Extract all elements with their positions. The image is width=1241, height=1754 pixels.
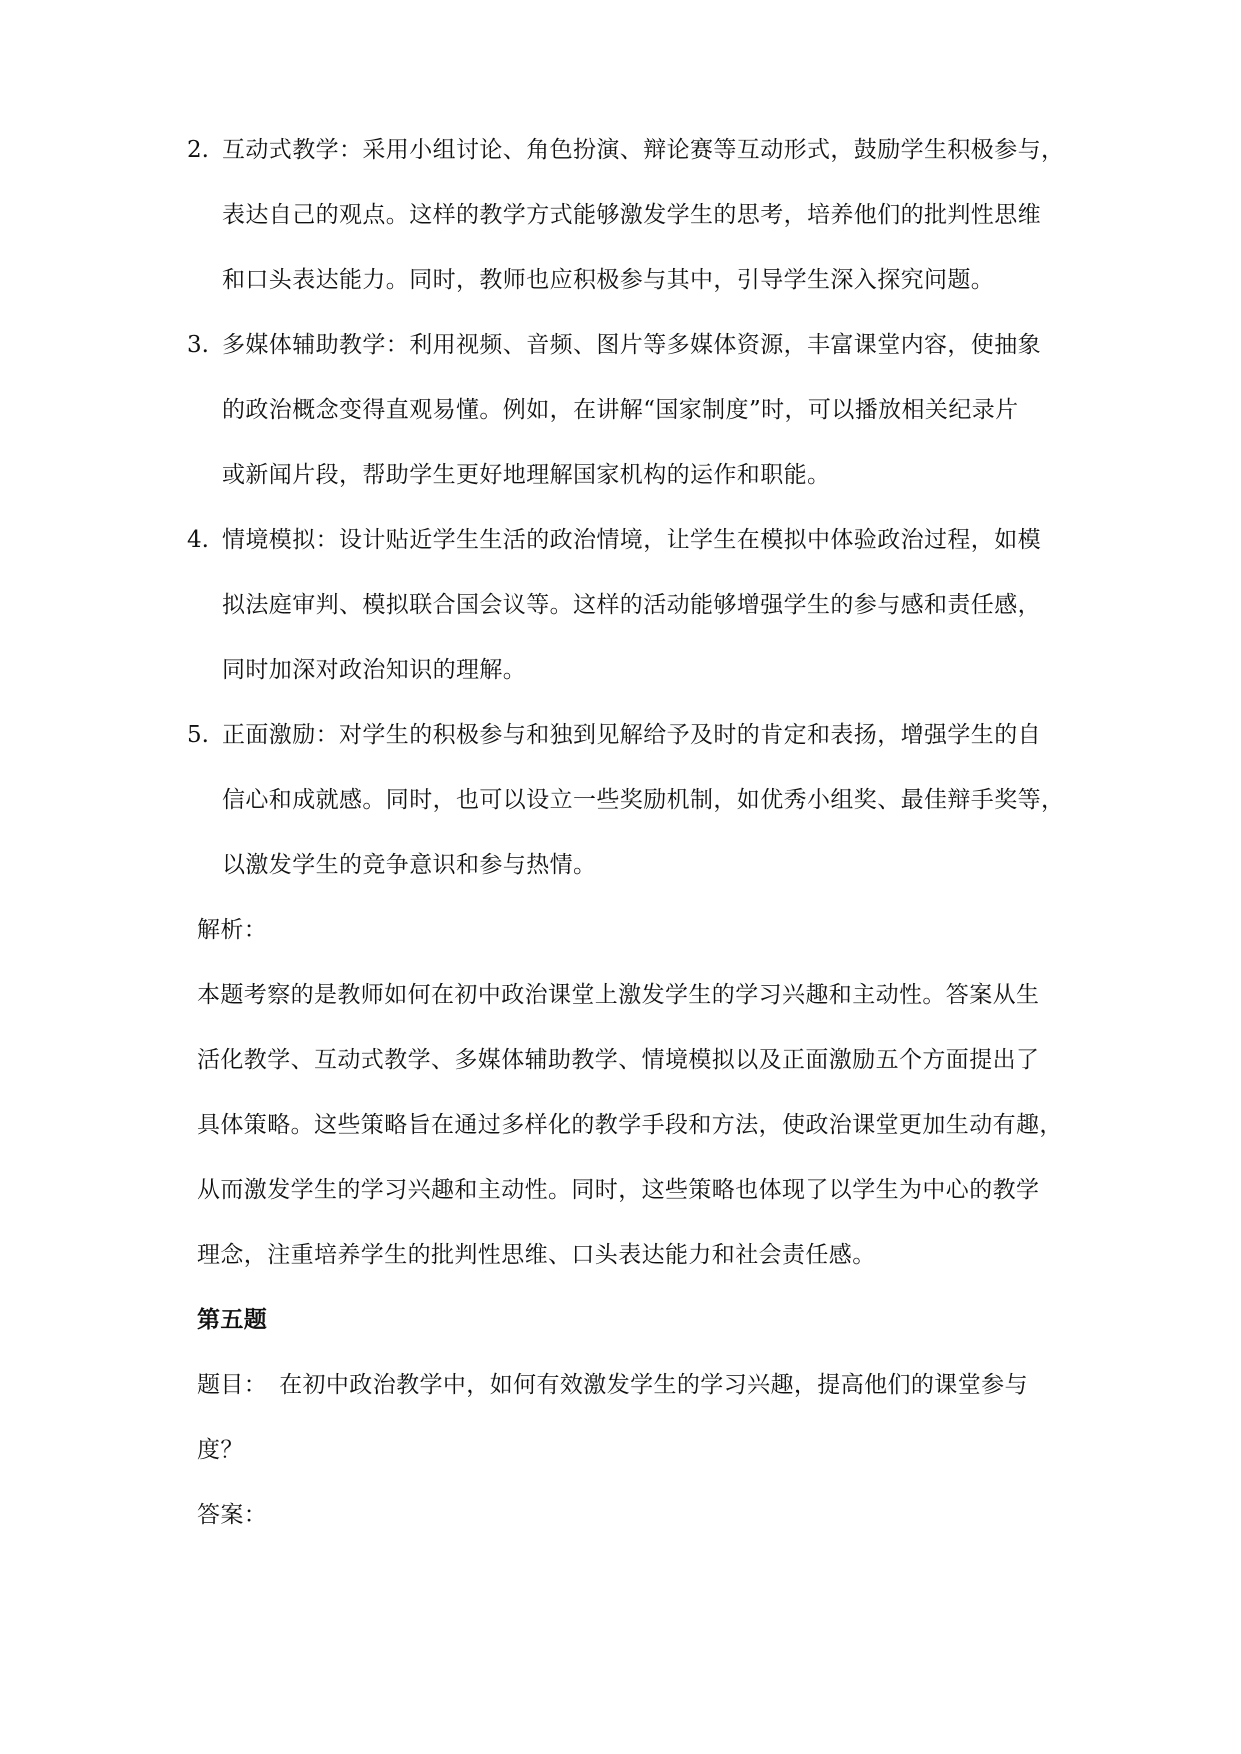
list-item-text: 表达自己的观点。这样的教学方式能够激发学生的思考，培养他们的批判性思维 bbox=[222, 202, 1041, 228]
list-item-text: 拟法庭审判、模拟联合国会议等。这样的活动能够增强学生的参与感和责任感， bbox=[222, 592, 1041, 618]
list-item-text: 多媒体辅助教学：利用视频、音频、图片等多媒体资源，丰富课堂内容，使抽象 bbox=[222, 332, 1041, 358]
list-item-text: 和口头表达能力。同时，教师也应积极参与其中，引导学生深入探究问题。 bbox=[222, 267, 995, 293]
section-heading: 第五题 bbox=[197, 1306, 268, 1333]
analysis-text: 活化教学、互动式教学、多媒体辅助教学、情境模拟以及正面激励五个方面提出了 bbox=[197, 1047, 1040, 1073]
list-item-text: 的政治概念变得直观易懂。例如，在讲解“国家制度”时，可以播放相关纪录片 bbox=[222, 397, 1019, 423]
list-item-text: 正面激励：对学生的积极参与和独到见解给予及时的肯定和表扬，增强学生的自 bbox=[222, 722, 1041, 748]
question-text: 度？ bbox=[197, 1437, 244, 1463]
analysis-label: 解析： bbox=[197, 917, 268, 943]
analysis-text: 理念，注重培养学生的批判性思维、口头表达能力和社会责任感。 bbox=[197, 1242, 876, 1268]
list-item-number: 2. bbox=[187, 137, 209, 163]
list-item-text: 信心和成就感。同时，也可以设立一些奖励机制，如优秀小组奖、最佳辩手奖等， bbox=[222, 787, 1065, 813]
analysis-text: 从而激发学生的学习兴趣和主动性。同时，这些策略也体现了以学生为中心的教学 bbox=[197, 1177, 1040, 1203]
list-item-number: 5. bbox=[187, 722, 209, 748]
analysis-text: 具体策略。这些策略旨在通过多样化的教学手段和方法，使政治课堂更加生动有趣， bbox=[197, 1112, 1063, 1138]
list-item-text: 互动式教学：采用小组讨论、角色扮演、辩论赛等互动形式，鼓励学生积极参与， bbox=[222, 137, 1065, 163]
list-item-number: 4. bbox=[187, 527, 209, 553]
question-text: 题目： 在初中政治教学中，如何有效激发学生的学习兴趣，提高他们的课堂参与 bbox=[197, 1372, 1028, 1398]
list-item-number: 3. bbox=[187, 332, 209, 358]
analysis-text: 本题考察的是教师如何在初中政治课堂上激发学生的学习兴趣和主动性。答案从生 bbox=[197, 982, 1040, 1008]
answer-label: 答案： bbox=[197, 1502, 268, 1528]
list-item-text: 以激发学生的竞争意识和参与热情。 bbox=[222, 852, 597, 878]
list-item-text: 同时加深对政治知识的理解。 bbox=[222, 657, 527, 683]
list-item-text: 情境模拟：设计贴近学生生活的政治情境，让学生在模拟中体验政治过程，如模 bbox=[222, 527, 1041, 553]
list-item-text: 或新闻片段，帮助学生更好地理解国家机构的运作和职能。 bbox=[222, 462, 831, 488]
